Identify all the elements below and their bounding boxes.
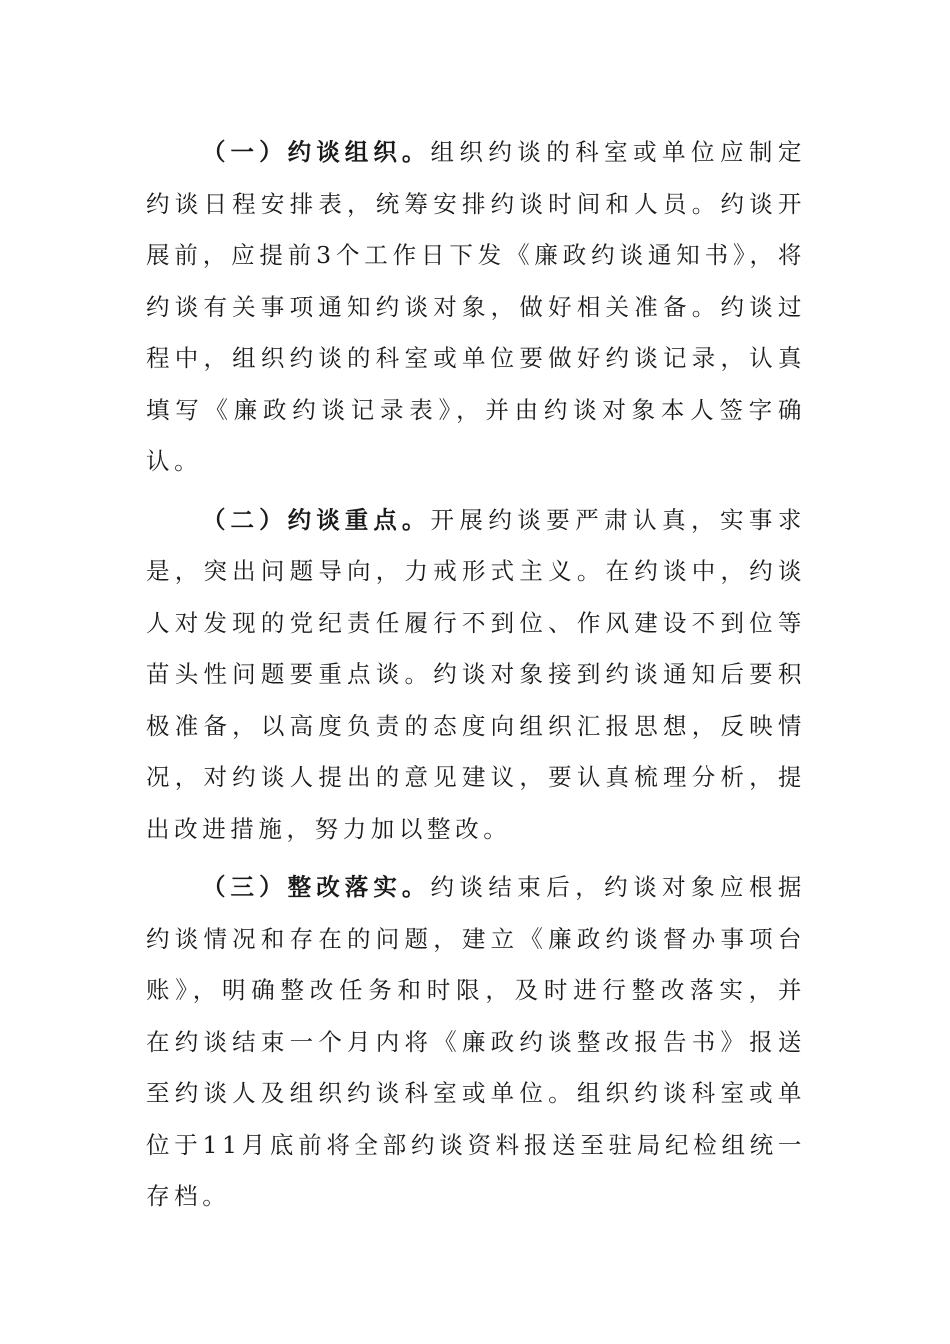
section-3-paragraph — [146, 862, 806, 1223]
section-1-heading: （一）约谈组织。 — [202, 138, 431, 166]
section-2-heading: （二）约谈重点。 — [202, 505, 431, 534]
section-3-heading: （三）整改落实。 — [202, 873, 431, 901]
document-page — [146, 127, 806, 1230]
section-2-body: 开展约谈要严肃认真，实事求是，突出问题导向，力戒形式主义。在约谈中，约谈人对发现的党纪责任履行不到位、作风建设不到位等苗头性问题要重点谈。约谈对象接到约谈通知后要积极准备，以高度负责的态度向组织汇报思想，反映情况，对约谈人提出的意见建议，要认真梳理分析，提出改进措施，努力加以整改。 — [146, 505, 806, 843]
section-3-body: 约谈结束后，约谈对象应根据约谈情况和存在的问题，建立《廉政约谈督办事项台账》，明确整改任务和时限，及时进行整改落实，并在约谈结束一个月内将《廉政约谈整改报告书》报送至约谈人及组织约谈科室或单位。组织约谈科室或单位于11月底前将全部约谈资料报送至驻局纪检组统一存档。 — [146, 873, 806, 1210]
section-1-paragraph — [146, 127, 806, 488]
section-2-paragraph — [146, 495, 806, 856]
section-1-body: 组织约谈的科室或单位应制定约谈日程安排表，统筹安排约谈时间和人员。约谈开展前，应提前3个工作日下发《廉政约谈通知书》，将约谈有关事项通知约谈对象，做好相关准备。约谈过程中，组织约谈的科室或单位要做好约谈记录，认真填写《廉政约谈记录表》，并由约谈对象本人签字确认。 — [146, 138, 806, 475]
